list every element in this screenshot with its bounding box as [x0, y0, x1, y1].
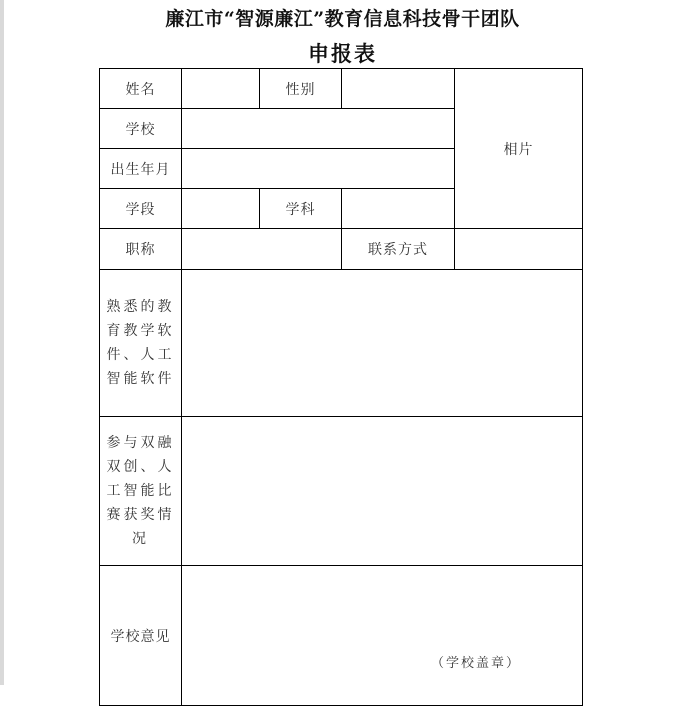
page-edge [0, 0, 4, 685]
stage-label: 学段 [99, 189, 182, 229]
title-label: 职称 [99, 229, 182, 270]
contact-label: 联系方式 [342, 229, 455, 270]
school-field[interactable] [182, 109, 455, 149]
birth-field[interactable] [182, 149, 455, 189]
stage-field[interactable] [182, 189, 260, 229]
school-stamp-note: （学校盖章） [431, 656, 522, 671]
form-subtitle: 申报表 [308, 41, 377, 66]
school-label: 学校 [99, 109, 182, 149]
awards-label: 参与双融双创、人工智能比赛获奖情况 [99, 417, 182, 566]
contact-field[interactable] [455, 229, 583, 270]
application-form-table [99, 68, 583, 708]
form-title: 廉江市“智源廉江”教育信息科技骨干团队 [165, 8, 520, 30]
subject-label: 学科 [260, 189, 342, 229]
software-label: 熟悉的教育教学软件、人工智能软件 [99, 270, 182, 417]
photo-box[interactable]: 相片 [455, 68, 583, 229]
software-field[interactable] [182, 270, 583, 417]
gender-label: 性别 [260, 68, 342, 109]
name-label: 姓名 [99, 68, 182, 109]
opinion-label: 学校意见 [99, 566, 182, 706]
birth-label: 出生年月 [99, 149, 182, 189]
title-field[interactable] [182, 229, 342, 270]
opinion-field[interactable] [182, 566, 583, 706]
subject-field[interactable] [342, 189, 455, 229]
name-field[interactable] [182, 68, 260, 109]
gender-field[interactable] [342, 68, 455, 109]
awards-field[interactable] [182, 417, 583, 566]
